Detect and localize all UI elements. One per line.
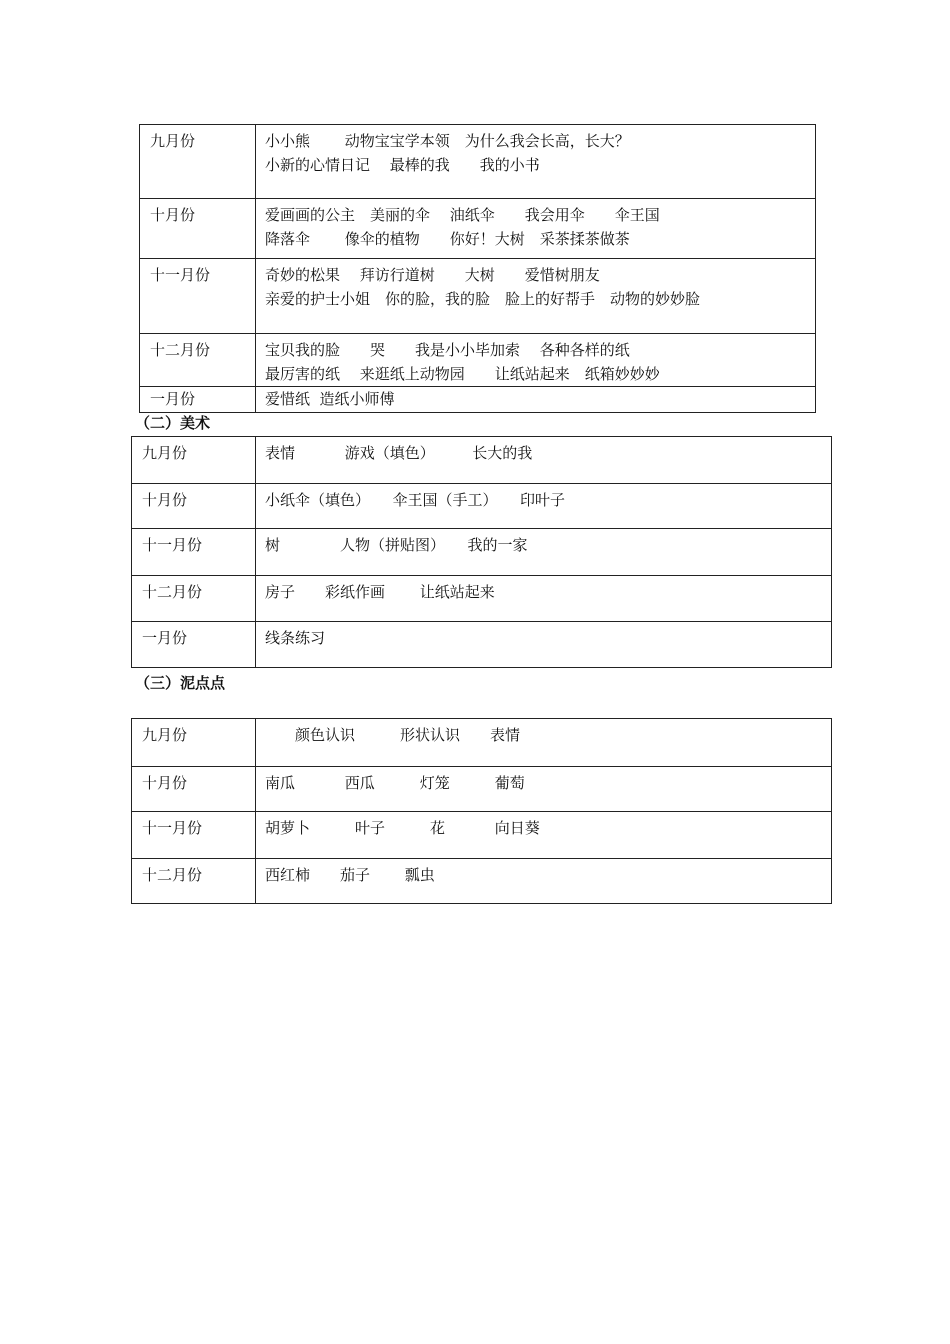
table-row <box>132 859 832 904</box>
content-cell <box>256 387 816 413</box>
content-cell <box>256 576 832 622</box>
content-line: 宝贝我的脸 哭 我是小小毕加索 各种各样的纸 <box>265 341 630 359</box>
table-row <box>132 812 832 859</box>
content-line: 小新的心情日记 最棒的我 我的小书 <box>265 156 540 174</box>
content-line: 小小熊 动物宝宝学本领 为什么我会长高，长大？ <box>265 132 630 150</box>
content-cell <box>256 812 832 859</box>
content-line: 爱画画的公主 美丽的伞 油纸伞 我会用伞 伞王国 <box>265 206 660 224</box>
content-line: 房子 彩纸作画 让纸站起来 <box>265 583 495 601</box>
month-cell: 十月份 <box>132 484 256 529</box>
section-heading-art: （二）美术 <box>135 414 211 432</box>
content-line: 小纸伞（填色） 伞王国（手工） 印叶子 <box>265 491 566 509</box>
content-line: 树 人物（拼贴图） 我的一家 <box>265 536 528 554</box>
table-art <box>131 436 832 668</box>
month-cell: 十月份 <box>132 767 256 812</box>
month-cell: 一月份 <box>140 387 256 413</box>
table-row <box>132 767 832 812</box>
table-row <box>140 125 816 199</box>
table-row <box>132 437 832 484</box>
content-line: 南瓜 西瓜 灯笼 葡萄 <box>265 774 525 792</box>
content-line: 降落伞 像伞的植物 你好！大树 采茶揉茶做茶 <box>265 230 630 248</box>
content-cell <box>256 484 832 529</box>
content-cell <box>256 719 832 767</box>
content-line: 爱惜纸 造纸小师傅 <box>265 390 395 408</box>
month-cell: 十二月份 <box>140 334 256 387</box>
content-line: 胡萝卜 叶子 花 向日葵 <box>265 819 540 837</box>
table-row <box>132 719 832 767</box>
month-cell: 十一月份 <box>132 812 256 859</box>
section-heading-clay: （三）泥点点 <box>135 674 226 692</box>
table-row <box>140 387 816 413</box>
month-cell: 十一月份 <box>140 259 256 334</box>
content-cell <box>256 334 816 387</box>
content-line: 表情 游戏（填色） 长大的我 <box>265 444 533 462</box>
content-cell <box>256 199 816 259</box>
content-cell <box>256 437 832 484</box>
month-cell: 一月份 <box>132 622 256 668</box>
table-row <box>140 199 816 259</box>
content-line: 亲爱的护士小姐 你的脸，我的脸 脸上的好帮手 动物的妙妙脸 <box>265 290 701 308</box>
content-line: 西红柿 茄子 瓢虫 <box>265 866 435 884</box>
month-cell: 十一月份 <box>132 529 256 576</box>
content-line: 最厉害的纸 来逛纸上动物园 让纸站起来 纸箱妙妙妙 <box>265 365 660 383</box>
month-cell: 九月份 <box>132 719 256 767</box>
table-language-themes <box>139 124 816 413</box>
table-row <box>132 622 832 668</box>
month-cell: 十二月份 <box>132 859 256 904</box>
content-cell <box>256 259 816 334</box>
month-cell: 九月份 <box>140 125 256 199</box>
table-row <box>132 576 832 622</box>
content-line: 颜色认识 形状认识 表情 <box>265 726 521 744</box>
table-row <box>140 334 816 387</box>
table-clay <box>131 718 832 904</box>
content-cell <box>256 859 832 904</box>
month-cell: 十二月份 <box>132 576 256 622</box>
month-cell: 十月份 <box>140 199 256 259</box>
content-cell <box>256 622 832 668</box>
content-cell <box>256 125 816 199</box>
month-cell: 九月份 <box>132 437 256 484</box>
content-cell <box>256 529 832 576</box>
content-line: 奇妙的松果 拜访行道树 大树 爱惜树朋友 <box>265 266 600 284</box>
table-row <box>132 484 832 529</box>
table-row <box>132 529 832 576</box>
content-cell <box>256 767 832 812</box>
content-line: 线条练习 <box>265 629 326 647</box>
table-row <box>140 259 816 334</box>
